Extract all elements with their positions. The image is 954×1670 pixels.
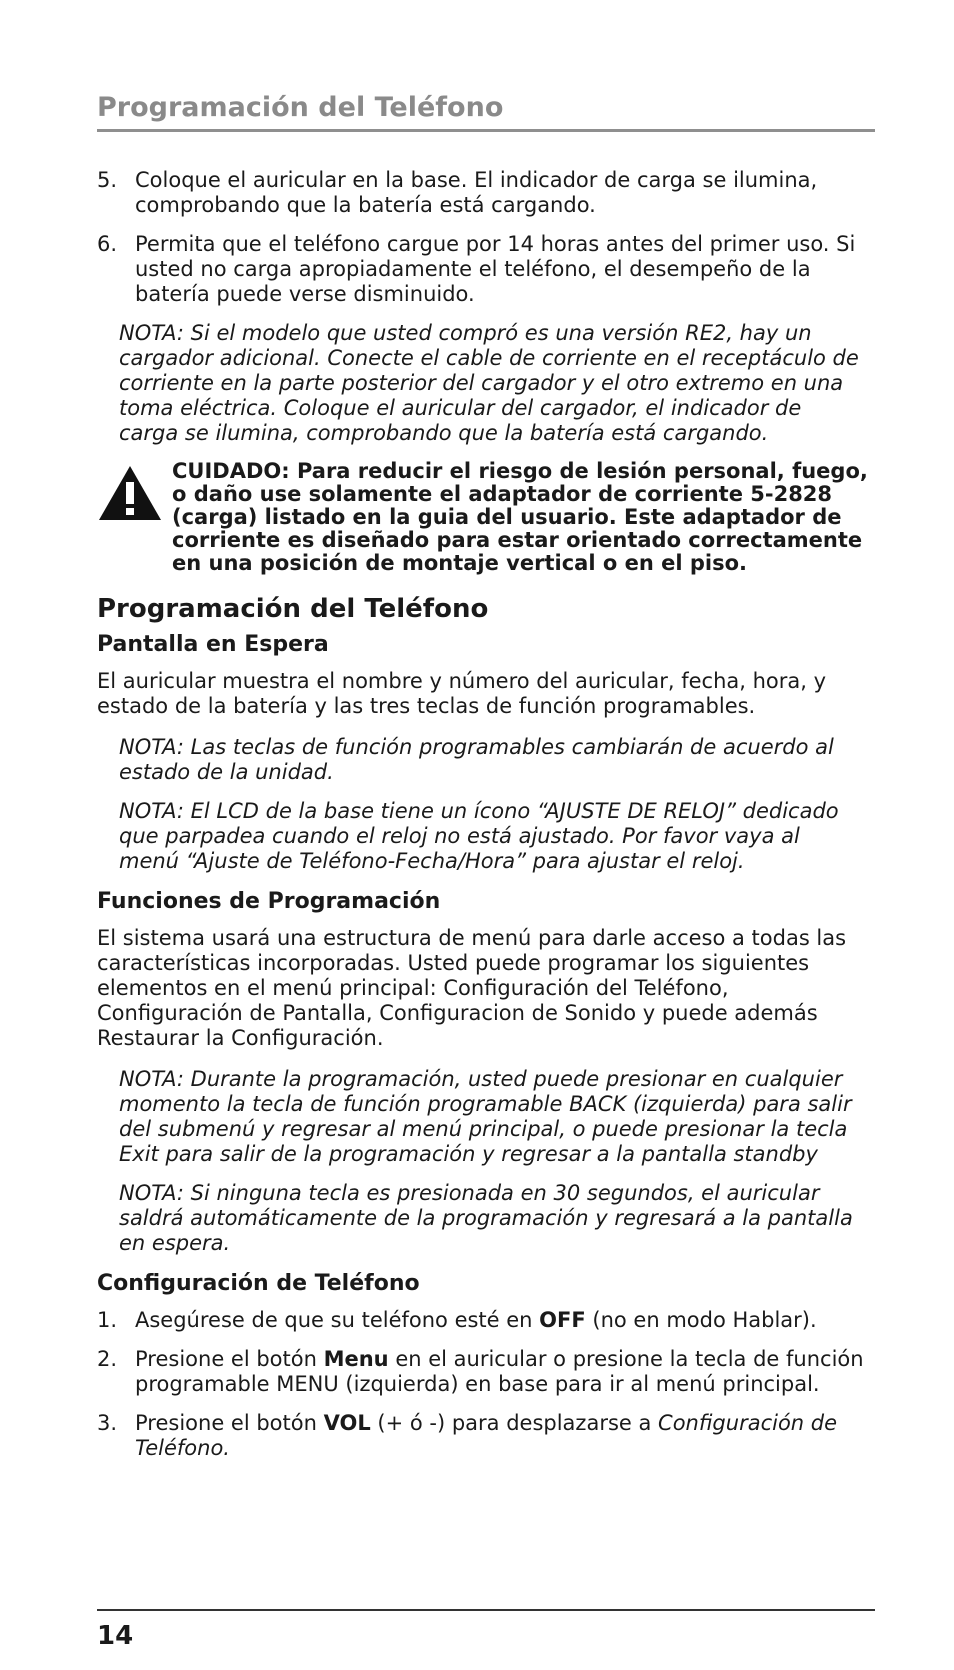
setup-step-1 (97, 1308, 875, 1333)
step-number: 1. (97, 1308, 118, 1332)
step-text-italic: Configuración de Teléfono. (135, 1411, 838, 1460)
page-footer (97, 1609, 875, 1651)
functions-note-1: NOTA: Durante la programación, usted puede presionar en cualquier momento la tecla de función programable BACK (izquierda) para salir del submenú y regresar al menú principal, o puede presionar la tecla Exit para salir de la programación y regresar a la pantalla standby (119, 1067, 852, 1166)
step-text-pre: Presione el botón (135, 1347, 324, 1371)
step-text (135, 1308, 875, 1333)
functions-heading: Funciones de Programación (97, 889, 441, 914)
step-text-pre: Presione el botón (135, 1411, 324, 1435)
functions-body: El sistema usará una estructura de menú para darle acceso a todas las características incorporadas. Usted puede programar los siguientes elementos en el menú principal: Configuración del Teléfono, Configuración de Pantalla, Configuracion de Sonido y puede además Restaurar la Configuración. (97, 926, 847, 1050)
step-number: 3. (97, 1411, 118, 1435)
standby-note-2: NOTA: El LCD de la base tiene un ícono “AJUSTE DE RELOJ” dedicado que parpadea cuando el reloj no está ajustado. Por favor vaya al menú “Ajuste de Teléfono-Fecha/Hora” para ajustar el reloj. (119, 799, 839, 873)
standby-note-1: NOTA: Las teclas de función programables cambiarán de acuerdo al estado de la unidad. (119, 735, 834, 784)
step-number: 2. (97, 1347, 118, 1371)
step-text-bold: OFF (539, 1308, 586, 1332)
step-text-bold: Menu (323, 1347, 389, 1371)
page-header (97, 92, 875, 132)
page-content (97, 168, 875, 1475)
step-text-post: (no en modo Hablar). (585, 1308, 817, 1332)
step-text-bold: VOL (323, 1411, 371, 1435)
step-text (135, 1411, 875, 1461)
section-title: Programación del Teléfono (97, 594, 489, 624)
step-text: Permita que el teléfono cargue por 14 horas antes del primer uso. Si usted no carga apropiadamente el teléfono, el desempeño de la batería puede verse disminuido. (135, 232, 856, 306)
step-number: 6. (97, 232, 118, 256)
phone-setup-heading: Configuración de Teléfono (97, 1271, 420, 1296)
caution-block (97, 460, 875, 575)
step-text-pre: Asegúrese de que su teléfono esté en (135, 1308, 540, 1332)
header-title: Programación del Teléfono (97, 92, 504, 123)
step-text-mid: (+ ó -) para desplazarse a (370, 1411, 659, 1435)
step-6 (97, 232, 875, 307)
warning-triangle-icon (97, 460, 172, 575)
standby-body: El auricular muestra el nombre y número del auricular, fecha, hora, y estado de la batería y las tres teclas de función programables. (97, 669, 827, 718)
standby-heading: Pantalla en Espera (97, 632, 329, 657)
step-text (135, 1347, 875, 1397)
setup-step-3 (97, 1411, 875, 1461)
step-number: 5. (97, 168, 118, 192)
note-re2: NOTA: Si el modelo que usted compró es una versión RE2, hay un cargador adicional. Conecte el cable de corriente en el receptáculo de corriente en la parte posterior del cargador y el otro extremo en una toma eléctrica. Coloque el auricular del cargador, el indicador de carga se ilumina, comprobando que la batería está cargando. (119, 321, 859, 445)
page-number: 14 (97, 1621, 134, 1651)
setup-step-2 (97, 1347, 875, 1397)
functions-note-2: NOTA: Si ninguna tecla es presionada en 30 segundos, el auricular saldrá automáticamente de la programación y regresará a la pantalla en espera. (119, 1181, 853, 1255)
step-text: Coloque el auricular en la base. El indicador de carga se ilumina, comprobando que la batería está cargando. (135, 168, 818, 217)
step-5 (97, 168, 875, 218)
caution-text: CUIDADO: Para reducir el riesgo de lesión personal, fuego, o daño use solamente el adaptador de corriente 5-2828 (carga) listado en la guia del usuario. Este adaptador de corriente es diseñado para estar orientado correctamente en una posición de montaje vertical o en el piso. (172, 459, 868, 575)
step-text-post: en el auricular o presione la tecla de función programable MENU (izquierda) en base para ir al menú principal. (135, 1347, 864, 1396)
